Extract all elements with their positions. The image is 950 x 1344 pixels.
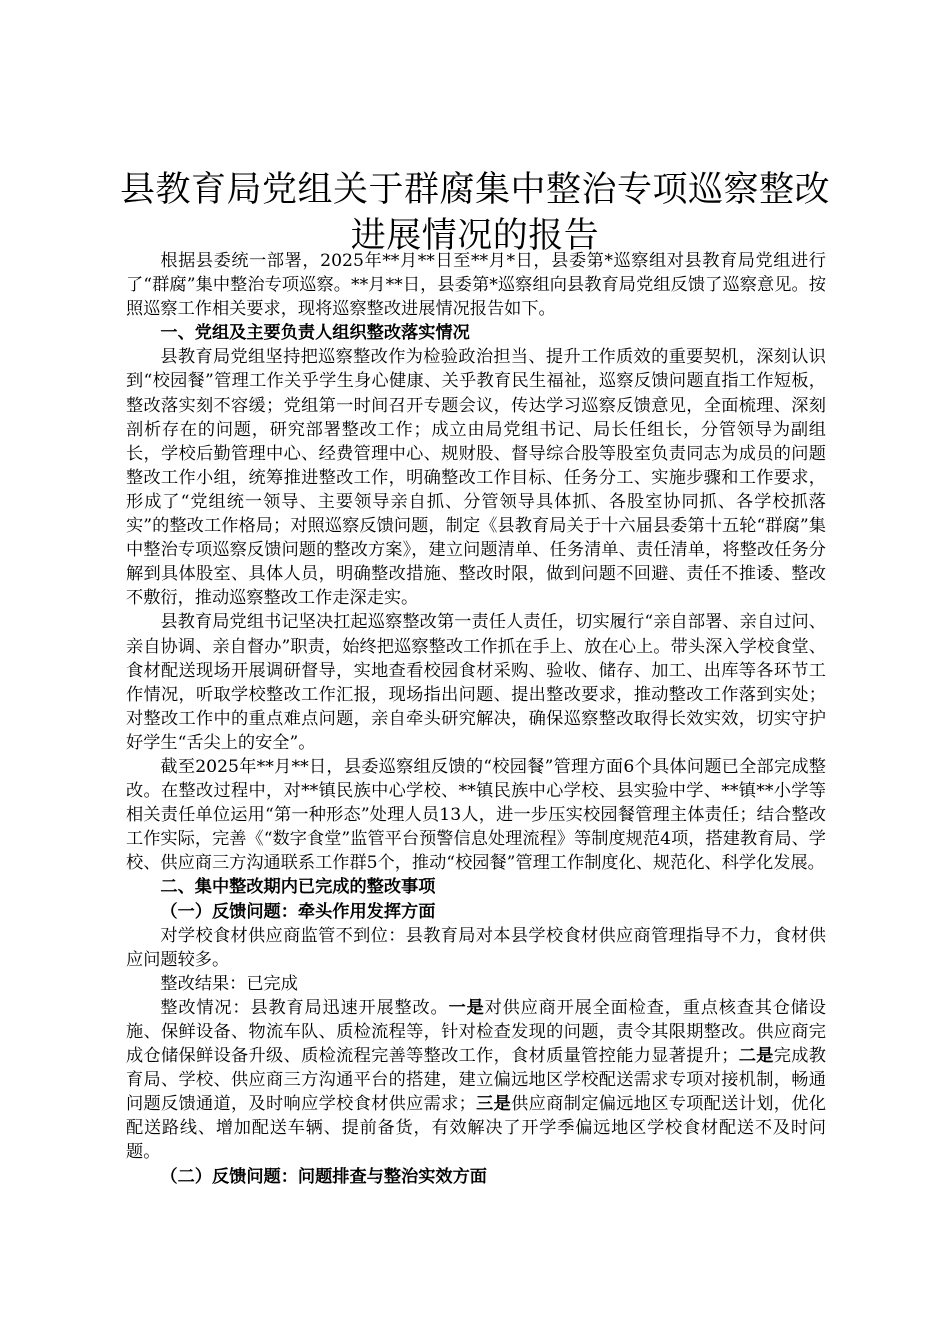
section1-paragraph-1: 县教育局党组坚持把巡察整改作为检验政治担当、提升工作质效的重要契机，深刻认识到“校园餐”管理工作关乎学生身心健康、关乎教育民生福祉，巡察反馈问题直指工作短板，整改落实刻不容缓；党组第一时间召开专题会议，传达学习巡察反馈意见，全面梳理、深刻剖析存在的问题，研究部署整改工作；成立由局党组书记、局长任组长，分管领导为副组长，学校后勤管理中心、经费管理中心、规财股、督导综合股等股室负责同志为成员的问题整改工作小组，统筹推进整改工作，明确整改工作目标、任务分工、实施步骤和工作要求，形成了“党组统一领导、主要领导亲自抓、分管领导具体抓、各股室协同抓、各学校抓落实”的整改工作格局；对照巡察反馈问题，制定《县教育局关于十六届县委第十五轮“群腐”集中整治专项巡察反馈问题的整改方案》，建立问题清单、任务清单、责任清单，将整改任务分解到具体股室、具体人员，明确整改措施、整改时限，做到问题不回避、责任不推诿、整改不敷衍，推动巡察整改工作走深走实。 bbox=[126, 347, 826, 609]
section1-heading: 一、党组及主要负责人组织整改落实情况 bbox=[160, 323, 470, 344]
detail-text-b: 对供应商开展全面检查，重点核查其仓储设施、保鲜设备、物流车队、质检流程等，针对检查发现的问题，责令其限期整改。供应商完成仓储保鲜设备升级、质检流程完善等整改工作，食材质量管控能力显著提升； bbox=[126, 997, 826, 1067]
detail-marker-3: 三是 bbox=[475, 1094, 512, 1115]
subsection1-problem: 对学校食材供应商监管不到位：县教育局对本县学校食材供应商管理指导不力，食材供应问题较多。 bbox=[126, 925, 826, 970]
section2-heading: 二、集中整改期内已完成的整改事项 bbox=[160, 877, 436, 898]
section1-paragraph-3: 截至2025年**月**日，县委巡察组反馈的“校园餐”管理方面6个具体问题已全部完成整改。在整改过程中，对**镇民族中心学校、**镇民族中心学校、县实验中学、**镇**小学等相关责任单位运用“第一种形态”处理人员13人，进一步压实校园餐管理主体责任；结合整改工作实际，完善《“数字食堂”监管平台预警信息处理流程》等制度规范4项，搭建教育局、学校、供应商三方沟通联系工作群5个，推动“校园餐”管理工作制度化、规范化、科学化发展。 bbox=[126, 756, 826, 874]
subsection1-result: 整改结果：已完成 bbox=[160, 973, 298, 994]
subsection1-heading: （一）反馈问题：牵头作用发挥方面 bbox=[160, 901, 436, 922]
detail-text-d: 供应商制定偏远地区专项配送计划，优化配送路线、增加配送车辆、提前备货，有效解决了开学季偏远地区学校食材配送不及时问题。 bbox=[126, 1094, 826, 1163]
subsection1-detail bbox=[126, 996, 826, 1165]
document-body bbox=[126, 249, 826, 1189]
detail-marker-2: 二是 bbox=[738, 1046, 774, 1067]
subsection2-heading: （二）反馈问题：问题排查与整治实效方面 bbox=[160, 1166, 487, 1187]
section1-paragraph-2: 县教育局党组书记坚决扛起巡察整改第一责任人责任，切实履行“亲自部署、亲自过问、亲自协调、亲自督办”职责，始终把巡察整改工作抓在手上、放在心上。带头深入学校食堂、食材配送现场开展调研督导，实地查看校园食材采购、验收、储存、加工、出库等各环节工作情况，听取学校整改工作汇报，现场指出问题、提出整改要求，推动整改工作落到实处；对整改工作中的重点难点问题，亲自牵头研究解决，确保巡察整改取得长效实效，切实守护好学生“舌尖上的安全”。 bbox=[126, 612, 826, 753]
document-title-line2: 进展情况的报告 bbox=[350, 216, 600, 256]
detail-text-a: 整改情况：县教育局迅速开展整改。 bbox=[160, 997, 449, 1018]
detail-text-c: 完成教育局、学校、供应商三方沟通平台的搭建，建立偏远地区学校配送需求专项对接机制，畅通问题反馈通道，及时响应学校食材供应需求； bbox=[126, 1046, 826, 1115]
detail-marker-1: 一是 bbox=[448, 997, 485, 1018]
document-title-line1: 县教育局党组关于群腐集中整治专项巡察整改 bbox=[119, 170, 830, 210]
intro-paragraph: 根据县委统一部署，2025年**月**日至**月*日，县委第*巡察组对县教育局党组进行了“群腐”集中整治专项巡察。**月**日，县委第*巡察组向县教育局党组反馈了巡察意见。按照巡察工作相关要求，现将巡察整改进展情况报告如下。 bbox=[126, 251, 826, 320]
